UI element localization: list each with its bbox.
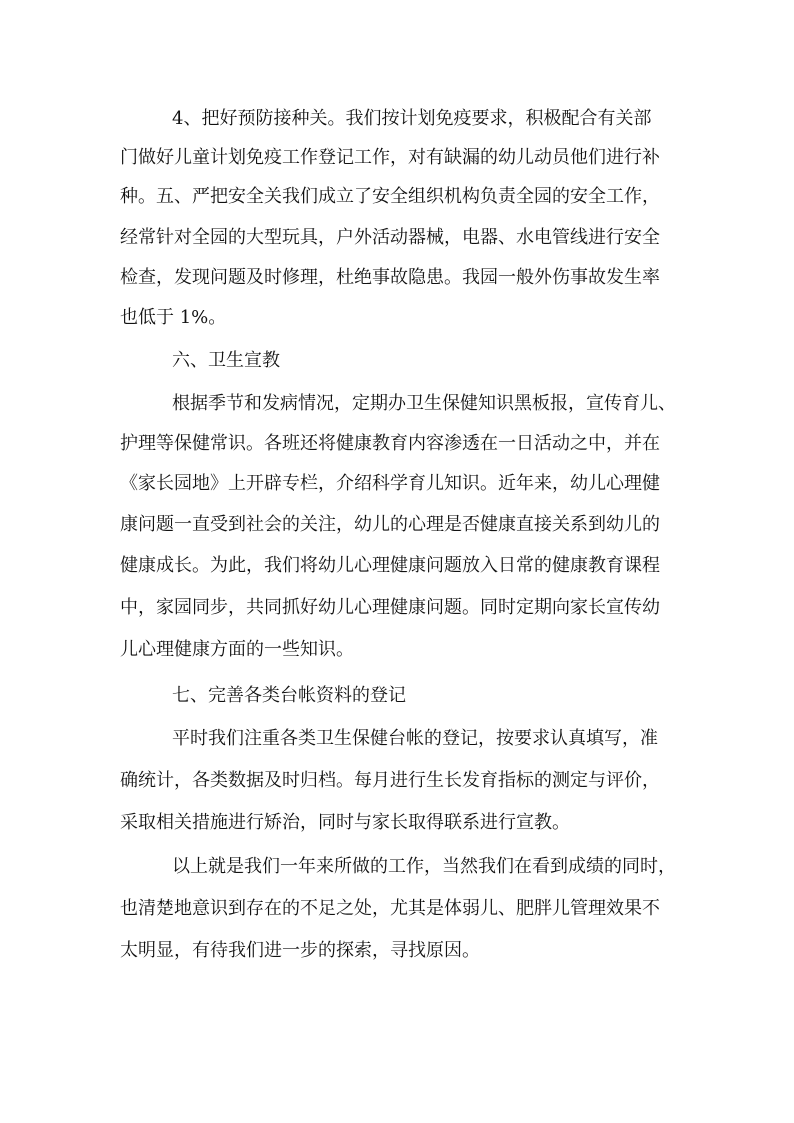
text-line: 也清楚地意识到存在的不足之处，尤其是体弱儿、肥胖儿管理效果不	[120, 898, 660, 919]
text-line: 《家长园地》上开辟专栏，介绍科学育儿知识。近年来，幼儿心理健	[120, 473, 660, 494]
text-line: 门做好儿童计划免疫工作登记工作，对有缺漏的幼儿动员他们进行补	[120, 147, 660, 168]
section-heading: 七、完善各类台帐资料的登记	[172, 685, 406, 706]
text-line: 儿心理健康方面的一些知识。	[120, 639, 354, 660]
text-line: 康问题一直受到社会的关注，幼儿的心理是否健康直接关系到幼儿的	[120, 514, 660, 535]
text-line: 平时我们注重各类卫生保健台帐的登记，按要求认真填写，准	[172, 728, 658, 749]
text-line: 经常针对全园的大型玩具，户外活动器械，电器、水电管线进行安全	[120, 227, 660, 248]
text-line: 健康成长。为此，我们将幼儿心理健康问题放入日常的健康教育课程	[120, 555, 660, 576]
section-heading: 六、卫生宣教	[172, 350, 280, 371]
text-line: 太明显，有待我们进一步的探索，寻找原因。	[120, 940, 480, 961]
text-line: 种。五、严把安全关我们成立了安全组织机构负责全园的安全工作，	[120, 186, 660, 207]
text-line: 4、把好预防接种关。我们按计划免疫要求，积极配合有关部	[172, 108, 652, 129]
text-line: 也低于 1%。	[120, 307, 227, 328]
text-line: 确统计，各类数据及时归档。每月进行生长发育指标的测定与评价，	[120, 770, 660, 791]
text-line: 以上就是我们一年来所做的工作，当然我们在看到成绩的同时，	[172, 856, 676, 877]
text-line: 中，家园同步，共同抓好幼儿心理健康问题。同时定期向家长宣传幼	[120, 597, 660, 618]
text-line: 检查，发现问题及时修理，杜绝事故隐患。我园一般外伤事故发生率	[120, 267, 660, 288]
text-line: 采取相关措施进行矫治，同时与家长取得联系进行宣教。	[120, 812, 570, 833]
text-line: 护理等保健常识。各班还将健康教育内容渗透在一日活动之中，并在	[120, 433, 660, 454]
text-line: 根据季节和发病情况，定期办卫生保健知识黑板报，宣传育儿、	[172, 393, 676, 414]
